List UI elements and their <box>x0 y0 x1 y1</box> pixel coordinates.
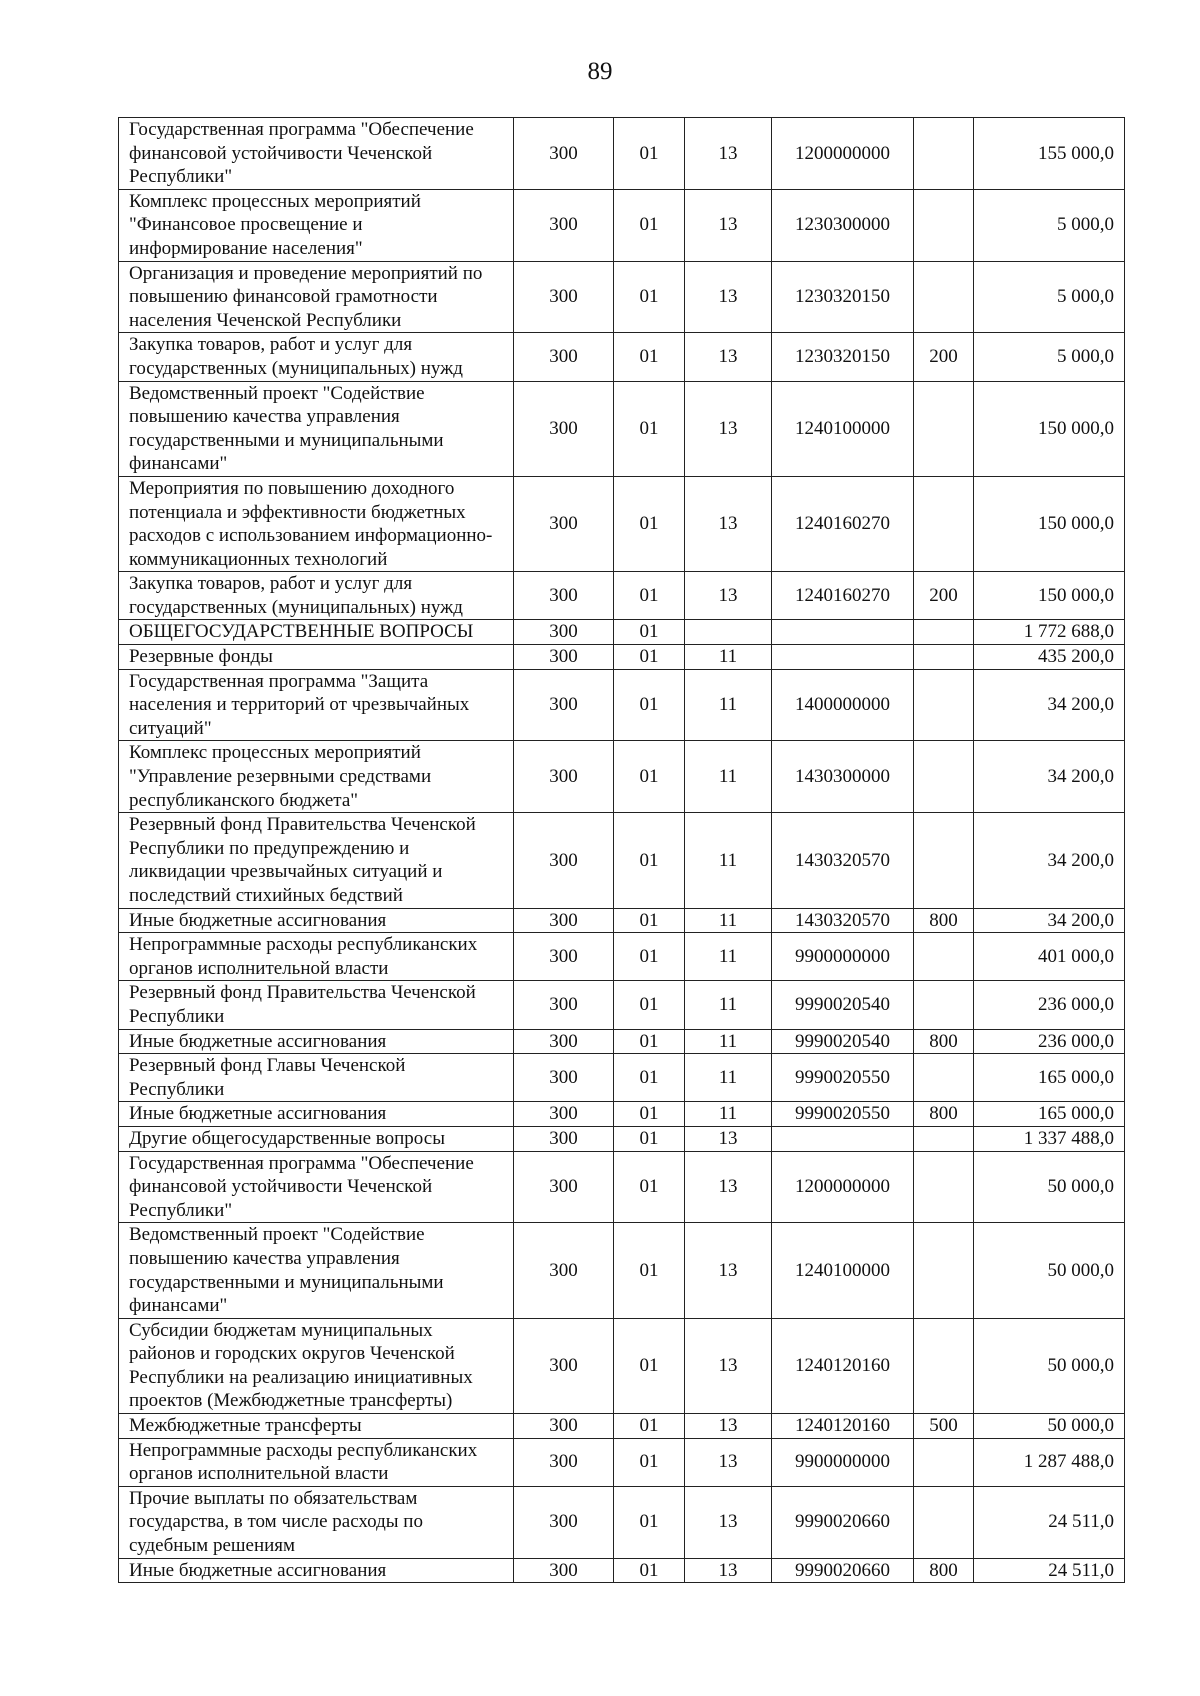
table-row <box>119 572 1125 620</box>
row-amount: 50 000,0 <box>974 1414 1125 1439</box>
row-name: Прочие выплаты по обязательствам государства, в том числе расходы по судебным решениям <box>119 1486 514 1558</box>
row-amount: 150 000,0 <box>974 381 1125 476</box>
row-section-code: 01 <box>614 933 685 981</box>
table-row <box>119 620 1125 645</box>
row-target-article: 1200000000 <box>772 118 914 190</box>
row-amount: 150 000,0 <box>974 476 1125 571</box>
row-target-article: 1430320570 <box>772 813 914 908</box>
row-expense-type: 800 <box>914 1029 974 1054</box>
row-target-article: 1240100000 <box>772 381 914 476</box>
row-subsection-code: 11 <box>685 1029 772 1054</box>
row-subsection-code: 11 <box>685 669 772 741</box>
row-name: Ведомственный проект "Содействие повышению качества управления государственными и муниципальными финансами" <box>119 1223 514 1318</box>
row-section-code: 01 <box>614 620 685 645</box>
row-ved-code: 300 <box>514 572 614 620</box>
row-section-code: 01 <box>614 572 685 620</box>
row-target-article: 9990020550 <box>772 1054 914 1102</box>
row-amount: 50 000,0 <box>974 1223 1125 1318</box>
row-target-article <box>772 1126 914 1151</box>
row-expense-type <box>914 1054 974 1102</box>
row-ved-code: 300 <box>514 1102 614 1127</box>
row-ved-code: 300 <box>514 908 614 933</box>
row-subsection-code: 13 <box>685 1318 772 1413</box>
table-row <box>119 333 1125 381</box>
row-section-code: 01 <box>614 645 685 670</box>
row-subsection-code: 13 <box>685 476 772 571</box>
row-section-code: 01 <box>614 476 685 571</box>
row-subsection-code: 13 <box>685 1223 772 1318</box>
row-subsection-code: 13 <box>685 381 772 476</box>
row-amount: 236 000,0 <box>974 981 1125 1029</box>
row-name: Закупка товаров, работ и услуг для государственных (муниципальных) нужд <box>119 572 514 620</box>
row-section-code: 01 <box>614 1151 685 1223</box>
row-amount: 401 000,0 <box>974 933 1125 981</box>
row-target-article: 9990020540 <box>772 1029 914 1054</box>
table-row <box>119 933 1125 981</box>
row-subsection-code: 11 <box>685 1054 772 1102</box>
row-subsection-code <box>685 620 772 645</box>
row-name: Другие общегосударственные вопросы <box>119 1126 514 1151</box>
table-row <box>119 189 1125 261</box>
row-ved-code: 300 <box>514 333 614 381</box>
page-number: 89 <box>587 58 613 85</box>
row-target-article: 1240120160 <box>772 1318 914 1413</box>
row-section-code: 01 <box>614 813 685 908</box>
row-target-article: 9990020550 <box>772 1102 914 1127</box>
row-ved-code: 300 <box>514 476 614 571</box>
row-target-article: 1430320570 <box>772 908 914 933</box>
row-subsection-code: 13 <box>685 118 772 190</box>
row-expense-type <box>914 261 974 333</box>
table-row <box>119 669 1125 741</box>
row-section-code: 01 <box>614 1102 685 1127</box>
table-row <box>119 1102 1125 1127</box>
row-ved-code: 300 <box>514 1223 614 1318</box>
row-target-article: 9900000000 <box>772 933 914 981</box>
row-expense-type <box>914 189 974 261</box>
row-target-article: 9990020660 <box>772 1486 914 1558</box>
row-amount: 34 200,0 <box>974 741 1125 813</box>
table-row <box>119 381 1125 476</box>
row-ved-code: 300 <box>514 1151 614 1223</box>
row-ved-code: 300 <box>514 189 614 261</box>
table-row <box>119 261 1125 333</box>
row-ved-code: 300 <box>514 1126 614 1151</box>
row-section-code: 01 <box>614 1558 685 1583</box>
row-expense-type <box>914 645 974 670</box>
row-subsection-code: 11 <box>685 908 772 933</box>
row-target-article: 1200000000 <box>772 1151 914 1223</box>
row-amount: 24 511,0 <box>974 1486 1125 1558</box>
table-row <box>119 118 1125 190</box>
row-ved-code: 300 <box>514 1054 614 1102</box>
row-section-code: 01 <box>614 189 685 261</box>
row-name: Субсидии бюджетам муниципальных районов и городских округов Чеченской Республики на реализацию инициативных проектов (Межбюджетные трансферты) <box>119 1318 514 1413</box>
table-row <box>119 1223 1125 1318</box>
table-row <box>119 1029 1125 1054</box>
row-expense-type: 200 <box>914 333 974 381</box>
row-name: Межбюджетные трансферты <box>119 1414 514 1439</box>
row-amount: 165 000,0 <box>974 1102 1125 1127</box>
row-ved-code: 300 <box>514 1438 614 1486</box>
row-section-code: 01 <box>614 118 685 190</box>
row-name: Непрограммные расходы республиканских органов исполнительной власти <box>119 1438 514 1486</box>
row-expense-type <box>914 118 974 190</box>
row-name: Резервный фонд Правительства Чеченской Республики <box>119 981 514 1029</box>
row-expense-type <box>914 1223 974 1318</box>
row-subsection-code: 13 <box>685 261 772 333</box>
row-name: Государственная программа "Защита населения и территорий от чрезвычайных ситуаций" <box>119 669 514 741</box>
row-amount: 24 511,0 <box>974 1558 1125 1583</box>
row-amount: 1 287 488,0 <box>974 1438 1125 1486</box>
row-name: Мероприятия по повышению доходного потенциала и эффективности бюджетных расходов с использованием информационно-коммуникационных технологий <box>119 476 514 571</box>
row-amount: 5 000,0 <box>974 261 1125 333</box>
row-name: Резервные фонды <box>119 645 514 670</box>
table-body <box>119 118 1125 1583</box>
row-subsection-code: 13 <box>685 1486 772 1558</box>
row-amount: 5 000,0 <box>974 333 1125 381</box>
table-row <box>119 813 1125 908</box>
row-name: Непрограммные расходы республиканских органов исполнительной власти <box>119 933 514 981</box>
budget-table <box>118 117 1125 1583</box>
row-section-code: 01 <box>614 1486 685 1558</box>
row-expense-type <box>914 1486 974 1558</box>
row-ved-code: 300 <box>514 1414 614 1439</box>
row-target-article: 1400000000 <box>772 669 914 741</box>
row-name: Иные бюджетные ассигнования <box>119 908 514 933</box>
row-subsection-code: 11 <box>685 933 772 981</box>
table-row <box>119 1558 1125 1583</box>
row-expense-type: 800 <box>914 1558 974 1583</box>
row-name: Комплекс процессных мероприятий "Управление резервными средствами республиканского бюджета" <box>119 741 514 813</box>
row-target-article <box>772 620 914 645</box>
row-ved-code: 300 <box>514 261 614 333</box>
row-name: Иные бюджетные ассигнования <box>119 1029 514 1054</box>
row-expense-type <box>914 381 974 476</box>
row-name: Государственная программа "Обеспечение финансовой устойчивости Чеченской Республики" <box>119 1151 514 1223</box>
table-row <box>119 908 1125 933</box>
row-amount: 165 000,0 <box>974 1054 1125 1102</box>
row-amount: 1 772 688,0 <box>974 620 1125 645</box>
row-ved-code: 300 <box>514 381 614 476</box>
row-expense-type <box>914 741 974 813</box>
row-subsection-code: 13 <box>685 333 772 381</box>
row-subsection-code: 11 <box>685 981 772 1029</box>
row-section-code: 01 <box>614 1438 685 1486</box>
row-expense-type: 800 <box>914 908 974 933</box>
table-row <box>119 1318 1125 1413</box>
row-target-article: 1240160270 <box>772 572 914 620</box>
row-ved-code: 300 <box>514 813 614 908</box>
table-row <box>119 476 1125 571</box>
row-section-code: 01 <box>614 381 685 476</box>
row-target-article <box>772 645 914 670</box>
table-row <box>119 981 1125 1029</box>
row-expense-type <box>914 620 974 645</box>
row-amount: 50 000,0 <box>974 1318 1125 1413</box>
row-section-code: 01 <box>614 261 685 333</box>
row-name: ОБЩЕГОСУДАРСТВЕННЫЕ ВОПРОСЫ <box>119 620 514 645</box>
row-name: Ведомственный проект "Содействие повышению качества управления государственными и муниципальными финансами" <box>119 381 514 476</box>
table-row <box>119 1414 1125 1439</box>
row-section-code: 01 <box>614 333 685 381</box>
row-ved-code: 300 <box>514 1029 614 1054</box>
row-subsection-code: 13 <box>685 1558 772 1583</box>
table-row <box>119 1054 1125 1102</box>
row-name: Организация и проведение мероприятий по повышению финансовой грамотности населения Чеченской Республики <box>119 261 514 333</box>
row-amount: 155 000,0 <box>974 118 1125 190</box>
row-section-code: 01 <box>614 1029 685 1054</box>
row-amount: 236 000,0 <box>974 1029 1125 1054</box>
row-section-code: 01 <box>614 908 685 933</box>
row-section-code: 01 <box>614 1054 685 1102</box>
row-expense-type: 800 <box>914 1102 974 1127</box>
row-name: Резервный фонд Правительства Чеченской Республики по предупреждению и ликвидации чрезвычайных ситуаций и последствий стихийных бедствий <box>119 813 514 908</box>
row-subsection-code: 13 <box>685 189 772 261</box>
row-target-article: 1230320150 <box>772 261 914 333</box>
row-expense-type <box>914 1318 974 1413</box>
row-target-article: 1230300000 <box>772 189 914 261</box>
row-target-article: 9990020540 <box>772 981 914 1029</box>
row-ved-code: 300 <box>514 1558 614 1583</box>
row-expense-type: 200 <box>914 572 974 620</box>
row-amount: 150 000,0 <box>974 572 1125 620</box>
row-target-article: 1240120160 <box>772 1414 914 1439</box>
table-row <box>119 1438 1125 1486</box>
row-ved-code: 300 <box>514 933 614 981</box>
table-row <box>119 1126 1125 1151</box>
row-amount: 435 200,0 <box>974 645 1125 670</box>
row-subsection-code: 13 <box>685 1438 772 1486</box>
row-section-code: 01 <box>614 1318 685 1413</box>
row-ved-code: 300 <box>514 1486 614 1558</box>
row-target-article: 1240160270 <box>772 476 914 571</box>
row-name: Иные бюджетные ассигнования <box>119 1558 514 1583</box>
row-section-code: 01 <box>614 1223 685 1318</box>
row-target-article: 1230320150 <box>772 333 914 381</box>
row-ved-code: 300 <box>514 1318 614 1413</box>
row-ved-code: 300 <box>514 669 614 741</box>
row-subsection-code: 13 <box>685 1126 772 1151</box>
row-section-code: 01 <box>614 981 685 1029</box>
row-target-article: 9900000000 <box>772 1438 914 1486</box>
row-amount: 34 200,0 <box>974 908 1125 933</box>
row-name: Резервный фонд Главы Чеченской Республики <box>119 1054 514 1102</box>
table-row <box>119 645 1125 670</box>
row-name: Закупка товаров, работ и услуг для государственных (муниципальных) нужд <box>119 333 514 381</box>
row-expense-type: 500 <box>914 1414 974 1439</box>
row-amount: 1 337 488,0 <box>974 1126 1125 1151</box>
row-subsection-code: 11 <box>685 813 772 908</box>
row-ved-code: 300 <box>514 118 614 190</box>
row-subsection-code: 13 <box>685 572 772 620</box>
row-expense-type <box>914 981 974 1029</box>
row-target-article: 9990020660 <box>772 1558 914 1583</box>
table-row <box>119 741 1125 813</box>
row-expense-type <box>914 1126 974 1151</box>
row-expense-type <box>914 1438 974 1486</box>
table-row <box>119 1486 1125 1558</box>
row-ved-code: 300 <box>514 620 614 645</box>
row-section-code: 01 <box>614 669 685 741</box>
row-section-code: 01 <box>614 1126 685 1151</box>
row-expense-type <box>914 1151 974 1223</box>
row-name: Иные бюджетные ассигнования <box>119 1102 514 1127</box>
row-expense-type <box>914 669 974 741</box>
row-expense-type <box>914 933 974 981</box>
row-target-article: 1240100000 <box>772 1223 914 1318</box>
row-ved-code: 300 <box>514 981 614 1029</box>
row-subsection-code: 11 <box>685 741 772 813</box>
row-target-article: 1430300000 <box>772 741 914 813</box>
row-amount: 50 000,0 <box>974 1151 1125 1223</box>
table-row <box>119 1151 1125 1223</box>
row-name: Государственная программа "Обеспечение финансовой устойчивости Чеченской Республики" <box>119 118 514 190</box>
row-amount: 5 000,0 <box>974 189 1125 261</box>
row-name: Комплекс процессных мероприятий "Финансовое просвещение и информирование населения" <box>119 189 514 261</box>
row-amount: 34 200,0 <box>974 669 1125 741</box>
row-ved-code: 300 <box>514 645 614 670</box>
row-amount: 34 200,0 <box>974 813 1125 908</box>
row-expense-type <box>914 476 974 571</box>
row-subsection-code: 13 <box>685 1151 772 1223</box>
row-section-code: 01 <box>614 741 685 813</box>
row-subsection-code: 11 <box>685 645 772 670</box>
row-ved-code: 300 <box>514 741 614 813</box>
row-subsection-code: 13 <box>685 1414 772 1439</box>
row-expense-type <box>914 813 974 908</box>
row-subsection-code: 11 <box>685 1102 772 1127</box>
row-section-code: 01 <box>614 1414 685 1439</box>
